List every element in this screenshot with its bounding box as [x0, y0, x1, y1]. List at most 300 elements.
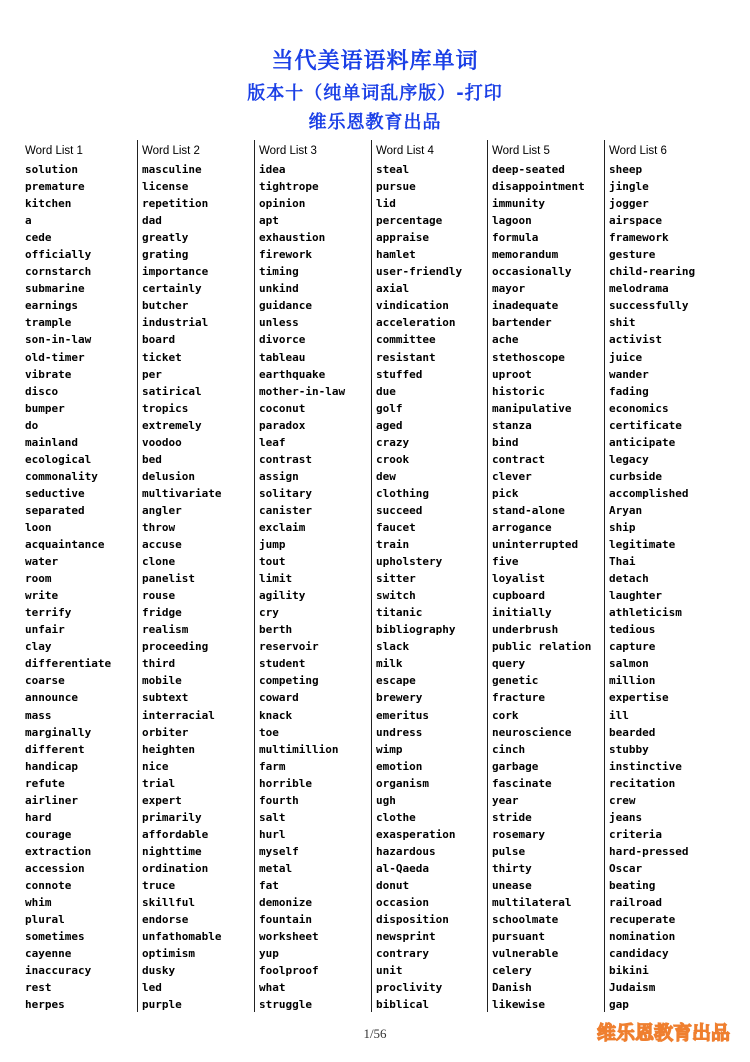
- word-entry: skillful: [142, 896, 195, 910]
- word-entry: exhaustion: [259, 231, 326, 245]
- word-entry: premature: [25, 180, 85, 194]
- word-entry: stuffed: [376, 367, 423, 381]
- word-entry: crazy: [376, 435, 410, 449]
- word-entry: fourth: [259, 793, 299, 807]
- word-entry: sitter: [376, 572, 416, 586]
- page-number: 1/56: [363, 1026, 387, 1041]
- word-entry: immunity: [492, 197, 545, 211]
- word-entry: clay: [25, 640, 52, 654]
- word-entry: paradox: [259, 418, 306, 432]
- word-entry: Thai: [609, 555, 636, 569]
- word-entry: leaf: [259, 435, 286, 449]
- word-entry: clone: [142, 555, 176, 569]
- word-entry: succeed: [376, 503, 423, 517]
- word-entry: kitchen: [25, 197, 72, 211]
- word-entry: cork: [492, 708, 519, 722]
- word-entry: farm: [259, 759, 286, 773]
- word-entry: yup: [259, 947, 279, 961]
- word-entry: old-timer: [25, 350, 85, 364]
- word-entry: courage: [25, 827, 72, 841]
- word-entry: primarily: [142, 810, 202, 824]
- word-entry: satirical: [142, 384, 202, 398]
- word-entry: criteria: [609, 827, 662, 841]
- word-entry: stubby: [609, 742, 649, 756]
- word-entry: percentage: [376, 214, 443, 228]
- word-entry: mobile: [142, 674, 182, 688]
- word-list-title: Word List 1: [25, 145, 83, 157]
- word-entry: vulnerable: [492, 947, 559, 961]
- word-entry: wander: [609, 367, 649, 381]
- word-entry: heighten: [142, 742, 195, 756]
- word-entry: jump: [259, 538, 286, 552]
- word-entry: activist: [609, 333, 662, 347]
- word-entry: ecological: [25, 452, 92, 466]
- word-entry: query: [492, 657, 526, 671]
- word-entry: salmon: [609, 657, 649, 671]
- word-entry: cry: [259, 606, 279, 620]
- word-entry: bind: [492, 435, 519, 449]
- word-entry: disco: [25, 384, 59, 398]
- word-entry: assign: [259, 469, 299, 483]
- word-entry: Aryan: [609, 503, 643, 517]
- word-entry: candidacy: [609, 947, 669, 961]
- word-entry: vindication: [376, 299, 449, 313]
- word-entry: hard: [25, 810, 52, 824]
- word-entry: knack: [259, 708, 293, 722]
- word-entry: railroad: [609, 896, 662, 910]
- word-entry: officially: [25, 248, 92, 262]
- word-entry: stand-alone: [492, 503, 565, 517]
- word-entry: affordable: [142, 827, 209, 841]
- word-entry: likewise: [492, 998, 545, 1012]
- word-entry: jogger: [609, 197, 649, 211]
- word-entry: truce: [142, 878, 176, 892]
- word-list-column-4: [371, 140, 492, 1012]
- word-entry: throw: [142, 520, 176, 534]
- word-entry: gap: [609, 998, 629, 1012]
- word-entry: contrary: [376, 947, 429, 961]
- word-entry: certainly: [142, 282, 202, 296]
- word-entry: commonality: [25, 469, 98, 483]
- word-entry: toe: [259, 725, 279, 739]
- word-entry: delusion: [142, 469, 195, 483]
- word-list: [25, 161, 111, 1013]
- word-entry: masculine: [142, 163, 202, 176]
- word-entry: public relation: [492, 640, 592, 654]
- word-entry: purple: [142, 998, 182, 1012]
- word-entry: tableau: [259, 350, 306, 364]
- word-entry: refute: [25, 776, 65, 790]
- word-entry: genetic: [492, 674, 539, 688]
- word-entry: fascinate: [492, 776, 552, 790]
- word-entry: berth: [259, 623, 293, 637]
- word-entry: multimillion: [259, 742, 339, 756]
- word-entry: wimp: [376, 742, 403, 756]
- word-entry: juice: [609, 350, 643, 364]
- word-entry: inaccuracy: [25, 964, 92, 978]
- word-entry: appraise: [376, 231, 429, 245]
- word-entry: mainland: [25, 435, 78, 449]
- word-entry: user-friendly: [376, 265, 463, 279]
- word-entry: pursuant: [492, 930, 545, 944]
- word-entry: bearded: [609, 725, 656, 739]
- word-entry: mass: [25, 708, 52, 722]
- word-entry: timing: [259, 265, 299, 279]
- word-entry: unfathomable: [142, 930, 222, 944]
- word-entry: escape: [376, 674, 416, 688]
- word-entry: anticipate: [609, 435, 676, 449]
- word-entry: per: [142, 367, 162, 381]
- word-entry: limit: [259, 572, 293, 586]
- word-entry: struggle: [259, 998, 312, 1012]
- word-entry: dew: [376, 469, 396, 483]
- word-entry: multilateral: [492, 896, 572, 910]
- word-entry: solution: [25, 163, 78, 176]
- word-entry: contract: [492, 452, 545, 466]
- word-entry: handicap: [25, 759, 78, 773]
- word-entry: extraction: [25, 844, 92, 858]
- word-entry: organism: [376, 776, 429, 790]
- word-entry: clothing: [376, 486, 429, 500]
- publisher-line: 维乐恩教育出品: [308, 112, 442, 133]
- word-entry: clothe: [376, 810, 416, 824]
- word-entry: sheep: [609, 163, 643, 176]
- word-entry: divorce: [259, 333, 306, 347]
- word-entry: earthquake: [259, 367, 326, 381]
- word-entry: beating: [609, 878, 656, 892]
- word-entry: brewery: [376, 691, 423, 705]
- word-entry: capture: [609, 640, 656, 654]
- word-entry: uninterrupted: [492, 538, 579, 552]
- word-entry: successfully: [609, 299, 689, 313]
- word-entry: trample: [25, 316, 72, 330]
- word-entry: uproot: [492, 367, 532, 381]
- word-entry: economics: [609, 401, 669, 415]
- word-list-column-2: [137, 140, 258, 1012]
- word-entry: disposition: [376, 913, 449, 927]
- word-entry: detach: [609, 572, 649, 586]
- word-entry: unfair: [25, 623, 65, 637]
- word-entry: titanic: [376, 606, 423, 620]
- word-entry: fading: [609, 384, 649, 398]
- word-entry: accomplished: [609, 486, 689, 500]
- word-entry: acceleration: [376, 316, 456, 330]
- word-entry: expert: [142, 793, 182, 807]
- word-entry: neuroscience: [492, 725, 572, 739]
- word-entry: jingle: [609, 180, 649, 194]
- word-entry: stethoscope: [492, 350, 565, 364]
- word-entry: voodoo: [142, 435, 182, 449]
- word-entry: thirty: [492, 861, 532, 875]
- word-entry: emotion: [376, 759, 423, 773]
- word-entry: cinch: [492, 742, 526, 756]
- word-entry: tedious: [609, 623, 656, 637]
- word-entry: cornstarch: [25, 265, 92, 279]
- word-list-title: Word List 2: [142, 145, 200, 157]
- word-entry: panelist: [142, 572, 195, 586]
- word-entry: arrogance: [492, 520, 552, 534]
- word-entry: stride: [492, 810, 532, 824]
- word-entry: endorse: [142, 913, 189, 927]
- word-entry: different: [25, 742, 85, 756]
- word-entry: vibrate: [25, 367, 72, 381]
- word-entry: recuperate: [609, 913, 676, 927]
- word-entry: led: [142, 981, 162, 995]
- word-entry: terrify: [25, 606, 72, 620]
- word-entry: repetition: [142, 197, 209, 211]
- word-entry: fountain: [259, 913, 312, 927]
- word-entry: occasion: [376, 896, 429, 910]
- word-entry: horrible: [259, 776, 312, 790]
- word-entry: initially: [492, 606, 552, 620]
- word-entry: al-Qaeda: [376, 861, 429, 875]
- word-entry: slack: [376, 640, 410, 654]
- word-entry: tropics: [142, 401, 189, 415]
- word-entry: laughter: [609, 589, 662, 603]
- word-entry: trial: [142, 776, 176, 790]
- word-entry: extremely: [142, 418, 202, 432]
- word-entry: dusky: [142, 964, 176, 978]
- word-entry: water: [25, 555, 59, 569]
- word-entry: rouse: [142, 589, 176, 603]
- word-entry: herpes: [25, 998, 65, 1012]
- word-entry: stanza: [492, 418, 532, 432]
- word-entry: pulse: [492, 844, 526, 858]
- word-entry: athleticism: [609, 606, 682, 620]
- word-entry: earnings: [25, 299, 78, 313]
- word-entry: tightrope: [259, 180, 319, 194]
- word-entry: faucet: [376, 520, 416, 534]
- word-entry: guidance: [259, 299, 312, 313]
- word-entry: steal: [376, 163, 410, 176]
- word-entry: orbiter: [142, 725, 189, 739]
- word-entry: Judaism: [609, 981, 656, 995]
- word-entry: solitary: [259, 486, 312, 500]
- word-entry: million: [609, 674, 656, 688]
- word-entry: manipulative: [492, 401, 572, 415]
- word-entry: coward: [259, 691, 299, 705]
- word-entry: instinctive: [609, 759, 682, 773]
- word-entry: seductive: [25, 486, 85, 500]
- word-entry: bartender: [492, 316, 552, 330]
- word-entry: resistant: [376, 350, 436, 364]
- word-entry: ugh: [376, 793, 396, 807]
- word-entry: Oscar: [609, 861, 643, 875]
- word-entry: reservoir: [259, 640, 319, 654]
- word-entry: license: [142, 180, 189, 194]
- word-entry: rosemary: [492, 827, 545, 841]
- word-entry: ordination: [142, 861, 209, 875]
- word-entry: mayor: [492, 282, 526, 296]
- word-entry: Danish: [492, 981, 532, 995]
- word-entry: industrial: [142, 316, 209, 330]
- word-entry: proceeding: [142, 640, 209, 654]
- word-entry: dad: [142, 214, 162, 228]
- word-entry: submarine: [25, 282, 85, 296]
- word-list: [259, 161, 345, 1013]
- word-entry: rest: [25, 981, 52, 995]
- word-entry: occasionally: [492, 265, 572, 279]
- word-entry: plural: [25, 913, 65, 927]
- word-entry: whim: [25, 896, 52, 910]
- word-entry: realism: [142, 623, 189, 637]
- word-entry: coarse: [25, 674, 65, 688]
- word-entry: hard-pressed: [609, 844, 689, 858]
- word-entry: firework: [259, 248, 312, 262]
- word-entry: clever: [492, 469, 532, 483]
- word-entry: airliner: [25, 793, 78, 807]
- word-entry: fridge: [142, 606, 182, 620]
- word-entry: airspace: [609, 214, 662, 228]
- word-entry: do: [25, 418, 39, 432]
- word-list-column-6: [604, 140, 739, 1012]
- word-list-column-3: [254, 140, 375, 1012]
- word-entry: canister: [259, 503, 312, 517]
- word-entry: crook: [376, 452, 410, 466]
- word-entry: accession: [25, 861, 85, 875]
- word-entry: memorandum: [492, 248, 559, 262]
- word-list-title: Word List 3: [259, 145, 317, 157]
- word-entry: ship: [609, 520, 636, 534]
- word-entry: acquaintance: [25, 538, 105, 552]
- word-entry: donut: [376, 878, 410, 892]
- word-list: [376, 161, 462, 1013]
- word-entry: announce: [25, 691, 78, 705]
- word-entry: underbrush: [492, 623, 559, 637]
- word-entry: multivariate: [142, 486, 222, 500]
- word-entry: opinion: [259, 197, 306, 211]
- word-entry: cede: [25, 231, 52, 245]
- word-entry: inadequate: [492, 299, 559, 313]
- word-entry: shit: [609, 316, 636, 330]
- word-entry: upholstery: [376, 555, 443, 569]
- word-entry: five: [492, 555, 519, 569]
- word-entry: cupboard: [492, 589, 545, 603]
- word-entry: marginally: [25, 725, 92, 739]
- word-entry: write: [25, 589, 59, 603]
- word-list: [142, 161, 221, 1013]
- word-entry: apt: [259, 214, 279, 228]
- word-entry: axial: [376, 282, 410, 296]
- word-entry: loon: [25, 520, 52, 534]
- word-entry: formula: [492, 231, 539, 245]
- word-entry: tout: [259, 555, 286, 569]
- publisher-watermark: 维乐恩教育出品: [596, 1022, 730, 1044]
- word-entry: hurl: [259, 827, 286, 841]
- word-entry: lagoon: [492, 214, 532, 228]
- word-entry: worksheet: [259, 930, 319, 944]
- word-entry: foolproof: [259, 964, 319, 978]
- word-entry: legitimate: [609, 538, 676, 552]
- word-entry: subtext: [142, 691, 189, 705]
- word-entry: year: [492, 793, 519, 807]
- word-entry: loyalist: [492, 572, 545, 586]
- word-list-column-5: [487, 140, 608, 1012]
- word-entry: contrast: [259, 452, 312, 466]
- word-entry: child-rearing: [609, 265, 696, 279]
- word-entry: crew: [609, 793, 636, 807]
- word-entry: newsprint: [376, 930, 436, 944]
- word-entry: differentiate: [25, 657, 112, 671]
- word-list-column-1: [25, 140, 141, 1012]
- word-entry: hamlet: [376, 248, 416, 262]
- word-entry: fracture: [492, 691, 545, 705]
- word-list-title: Word List 6: [609, 145, 667, 157]
- word-entry: framework: [609, 231, 669, 245]
- word-entry: nomination: [609, 930, 676, 944]
- word-entry: lid: [376, 197, 396, 211]
- word-entry: bed: [142, 452, 162, 466]
- word-entry: connote: [25, 878, 72, 892]
- word-entry: train: [376, 538, 410, 552]
- word-entry: sometimes: [25, 930, 85, 944]
- word-entry: aged: [376, 418, 403, 432]
- word-entry: disappointment: [492, 180, 585, 194]
- word-entry: salt: [259, 810, 286, 824]
- word-entry: pursue: [376, 180, 416, 194]
- word-entry: agility: [259, 589, 306, 603]
- word-entry: mother-in-law: [259, 384, 346, 398]
- word-entry: gesture: [609, 248, 656, 262]
- word-entry: demonize: [259, 896, 312, 910]
- word-entry: ache: [492, 333, 519, 347]
- word-list-title: Word List 5: [492, 145, 550, 157]
- word-entry: board: [142, 333, 176, 347]
- word-entry: idea: [259, 163, 286, 176]
- word-entry: certificate: [609, 418, 682, 432]
- word-entry: accuse: [142, 538, 182, 552]
- word-entry: emeritus: [376, 708, 429, 722]
- word-entry: recitation: [609, 776, 676, 790]
- word-entry: student: [259, 657, 306, 671]
- word-entry: bibliography: [376, 623, 456, 637]
- word-entry: golf: [376, 401, 403, 415]
- word-entry: butcher: [142, 299, 189, 313]
- word-entry: schoolmate: [492, 913, 559, 927]
- word-entry: angler: [142, 503, 182, 517]
- word-entry: what: [259, 981, 286, 995]
- word-entry: unit: [376, 964, 403, 978]
- word-entry: pick: [492, 486, 519, 500]
- word-entry: room: [25, 572, 52, 586]
- word-entry: milk: [376, 657, 403, 671]
- word-entry: son-in-law: [25, 333, 92, 347]
- word-entry: expertise: [609, 691, 669, 705]
- word-entry: bikini: [609, 964, 649, 978]
- word-entry: metal: [259, 861, 293, 875]
- word-entry: hazardous: [376, 844, 436, 858]
- word-entry: bumper: [25, 401, 65, 415]
- word-entry: committee: [376, 333, 436, 347]
- word-entry: importance: [142, 265, 209, 279]
- word-entry: historic: [492, 384, 545, 398]
- word-entry: deep-seated: [492, 163, 565, 176]
- word-entry: exclaim: [259, 520, 306, 534]
- word-entry: separated: [25, 503, 85, 517]
- word-entry: nighttime: [142, 844, 202, 858]
- word-entry: celery: [492, 964, 532, 978]
- word-entry: third: [142, 657, 176, 671]
- word-entry: due: [376, 384, 396, 398]
- word-entry: undress: [376, 725, 423, 739]
- word-entry: a: [25, 214, 32, 228]
- word-entry: grating: [142, 248, 189, 262]
- word-entry: myself: [259, 844, 299, 858]
- word-list: [609, 161, 695, 1013]
- word-entry: greatly: [142, 231, 189, 245]
- word-entry: coconut: [259, 401, 306, 415]
- word-entry: biblical: [376, 998, 429, 1012]
